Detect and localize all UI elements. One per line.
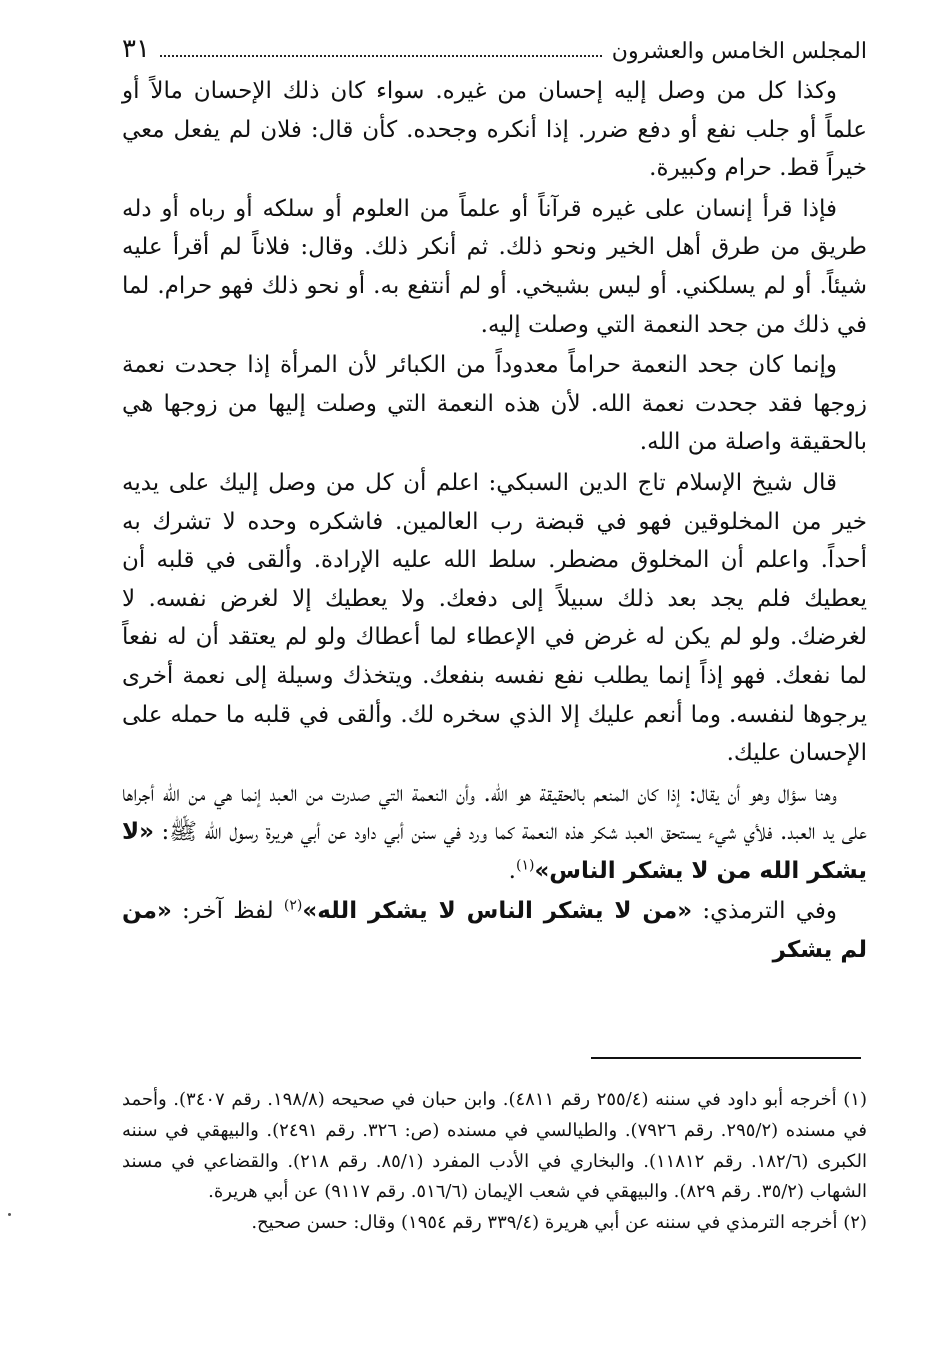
paragraph-1: وكذا كل من وصل إليه إحسان من غيره. سواء كان ذلك الإحسان مالاً أو علماً أو جلب نفع أو دفع ضرر. إذا أنكره وجحده. كأن قال: فلان لم يفعل معي خيراً قط. حرام وكبيرة.	[122, 78, 867, 182]
paragraph-5-text: وهنا سؤال وهو أن يقال: إذا كان المنعم بالحقيقة هو الله. وأن النعمة التي صدرت من العبد إنما هي من الله أجراها على يد العبد. فلأي شيء يستحق العبد شكر هذه النعمة كما ورد في سنن أبي داود عن أبي هريرة رسول الله ﷺ:	[122, 780, 867, 846]
paragraph-4: قال شيخ الإسلام تاج الدين السبكي: اعلم أن كل من وصل إليك على يديه خير من المخلوقين فهو في قبضة رب العالمين. فاشكره وحده لا تشرك به أحداً. واعلم أن المخلوق مضطر. سلط الله عليه الإرادة. وألقى في قلبه أن يعطيك فلم يجد بعد ذلك سبيلاً إلى دفعك. ولا يعطيك إلا لغرض نفسه. لا لغرضك. ولو لم يكن له غرض في الإعطاء لما أعطاك ولو لم يعتقد أن له نفعاً لما نفعك. فهو إذاً إنما يطلب نفع نفسه بنفعك. ويتخذك وسيلة إلى نعمة أخرى يرجوها لنفسه. وما أنعم عليك إلا الذي سخره لك. وألقى في قلبه ما حمله على الإحسان عليك.	[122, 469, 867, 767]
footnote-ref-2[interactable]: (٢)	[283, 897, 303, 914]
paragraph-5-end: .	[508, 857, 516, 884]
footnotes	[122, 1085, 867, 1239]
header-dotted-leader	[160, 55, 602, 57]
main-text	[122, 72, 867, 972]
hadith-quote-3: «من لم يشكر	[122, 898, 867, 964]
scan-speck	[8, 1213, 11, 1216]
paragraph-6-start: وفي الترمذي:	[692, 898, 837, 925]
paragraph-3: وإنما كان جحد النعمة حراماً معدوداً من الكبائر لأن المرأة إذا جحدت نعمة زوجها فقد جحدت نعمة الله. لأن هذه النعمة التي وصلت إليها من زوجها هي بالحقيقة واصلة من الله.	[122, 352, 867, 456]
footnote-1: (١) أخرجه أبو داود في سننه (٢٥٥/٤ رقم ٤٨١١). وابن حبان في صحيحه (١٩٨/٨. رقم ٣٤٠٧). وأحمد في مسنده (٢٩٥/٢. رقم ٧٩٢٦). والطيالسي في مسنده (ص: ٣٢٦. رقم ٢٤٩١). والبيهقي في سننه الكبرى (١٨٢/٦. رقم ١١٨١٢). والبخاري في الأدب المفرد (٨٥/١. رقم ٢١٨). والقضاعي في مسند الشهاب (٣٥/٢. رقم ٨٢٩). والبيهقي في شعب الإيمان (٥١٦/٦. رقم ٩١١٧) عن أبي هريرة.	[122, 1089, 867, 1203]
footnote-separator	[591, 1057, 861, 1059]
paragraph-6	[122, 892, 867, 969]
paragraph-2: فإذا قرأ إنسان على غيره قرآناً أو علماً من العلوم أو سلكه أو رباه أو دله طريق من طرق أهل الخير ونحو ذلك. ثم أنكر ذلك. وقال: فلاناً لم أقرأ عليه شيئاً. أو لم يسلكني. أو ليس بشيخي. أو لم أنتفع به. أو نحو ذلك فهو حرام. لما في ذلك من جحد النعمة التي وصلت إليه.	[122, 195, 867, 338]
footnote-2: (٢) أخرجه الترمذي في سننه عن أبي هريرة (٣٣٩/٤ رقم ١٩٥٤) وقال: حسن صحيح.	[251, 1212, 867, 1234]
paragraph-6-mid: لفظ آخر:	[171, 898, 284, 925]
footnote-ref-1[interactable]: (١)	[515, 857, 535, 874]
running-header	[122, 30, 867, 64]
hadith-quote-1: «لا يشكر الله من لا يشكر الناس»	[122, 819, 867, 884]
chapter-title: المجلس الخامس والعشرون	[611, 39, 867, 64]
paragraph-5	[122, 775, 867, 891]
page-number: ٣١	[122, 34, 150, 64]
hadith-quote-2: «من لا يشكر الناس لا يشكر الله»	[302, 898, 693, 925]
